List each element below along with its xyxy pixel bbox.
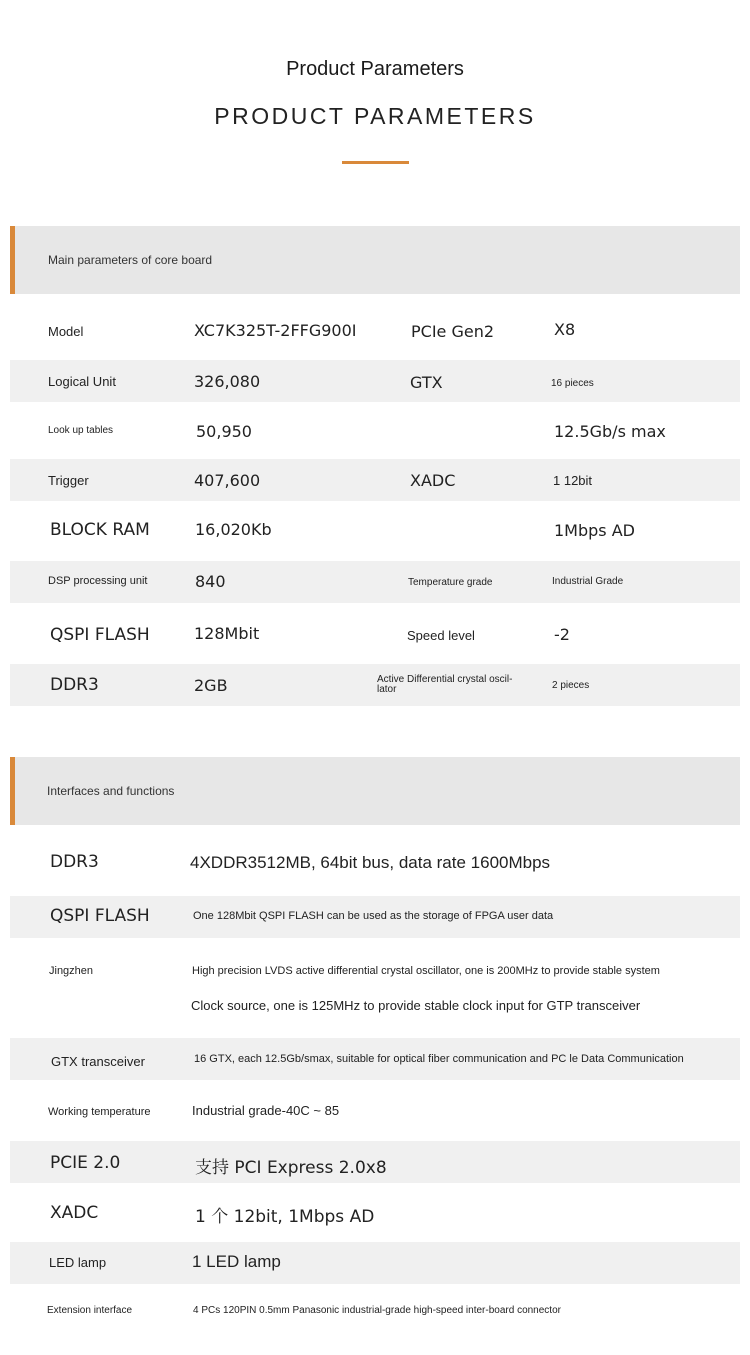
- interface-value: 16 GTX, each 12.5Gb/smax, suitable for optical fiber communication and PC le Data Communication: [194, 1053, 684, 1065]
- title-divider: [342, 161, 409, 164]
- interface-value: 1 LED lamp: [192, 1252, 281, 1271]
- param-value: 50,950: [196, 422, 252, 441]
- section-title: Main parameters of core board: [48, 253, 213, 267]
- param-value: 128Mbit: [194, 624, 260, 643]
- param-label-line: Active Differential crystal oscil-: [377, 674, 513, 685]
- param-label: PCIe Gen2: [411, 322, 495, 341]
- param-label: XADC: [410, 471, 456, 490]
- param-value: 2 pieces: [552, 680, 590, 691]
- section-accent-bar: [10, 757, 15, 825]
- param-value: 840: [195, 572, 226, 591]
- interface-value: 1 个 12bit, 1Mbps AD: [195, 1207, 375, 1227]
- table-row-band: [10, 459, 740, 501]
- page-title: Product Parameters: [286, 58, 464, 80]
- param-value: 16,020Kb: [195, 520, 272, 539]
- param-value: 16 pieces: [551, 378, 594, 389]
- param-label: Temperature grade: [408, 577, 493, 588]
- section-title: Interfaces and functions: [47, 784, 175, 798]
- param-label: GTX: [410, 373, 443, 392]
- param-value: -2: [554, 625, 570, 644]
- param-label: DDR3: [50, 675, 99, 695]
- param-value: 326,080: [194, 372, 261, 391]
- param-value: 2GB: [194, 676, 228, 695]
- interface-label: Working temperature: [48, 1106, 151, 1118]
- interface-value: 支持 PCI Express 2.0x8: [195, 1158, 387, 1178]
- param-label: QSPI FLASH: [50, 625, 150, 645]
- interface-label: LED lamp: [49, 1255, 107, 1270]
- param-value: 1Mbps AD: [554, 521, 635, 540]
- param-value: X8: [554, 320, 576, 339]
- interface-value: One 128Mbit QSPI FLASH can be used as the storage of FPGA user data: [193, 910, 554, 922]
- param-label: DSP processing unit: [48, 575, 148, 587]
- interface-value: High precision LVDS active differential crystal oscillator, one is 200MHz to provide stable system: [192, 965, 660, 977]
- table-row-band: [10, 1242, 740, 1284]
- param-value: 12.5Gb/s max: [554, 422, 666, 441]
- interface-label: Jingzhen: [49, 965, 94, 977]
- interface-value: 4 PCs 120PIN 0.5mm Panasonic industrial-grade high-speed inter-board connector: [193, 1305, 561, 1316]
- section-header-core-board: [10, 226, 740, 294]
- section-header-interfaces: [10, 757, 740, 825]
- interface-value: Industrial grade-40C ~ 85: [192, 1103, 340, 1118]
- interface-label: PCIE 2.0: [50, 1153, 121, 1173]
- param-label: BLOCK RAM: [50, 520, 150, 540]
- param-value: Industrial Grade: [552, 576, 624, 587]
- table-row-band: [10, 664, 740, 706]
- interface-value-line2: Clock source, one is 125MHz to provide stable clock input for GTP transceiver: [191, 998, 641, 1013]
- param-label: Model: [48, 324, 84, 339]
- interface-value: 4XDDR3512MB, 64bit bus, data rate 1600Mbps: [190, 853, 551, 872]
- interface-label: XADC: [50, 1203, 99, 1223]
- param-label: [377, 675, 512, 695]
- section-accent-bar: [10, 226, 15, 294]
- param-label: Speed level: [407, 628, 475, 643]
- interface-label: QSPI FLASH: [50, 906, 150, 926]
- page-subtitle: PRODUCT PARAMETERS: [214, 103, 536, 129]
- param-label: Look up tables: [48, 425, 114, 436]
- interface-label: Extension interface: [47, 1305, 133, 1316]
- param-value: 407,600: [194, 471, 261, 490]
- interface-label: GTX transceiver: [51, 1054, 145, 1069]
- param-label: Logical Unit: [48, 374, 116, 389]
- param-label: Trigger: [48, 473, 89, 488]
- interface-label: DDR3: [50, 852, 99, 872]
- param-value: XC7K325T-2FFG900I: [194, 321, 357, 340]
- param-label-line: lator: [377, 684, 397, 695]
- table-row-band: [10, 360, 740, 402]
- param-value: 1 12bit: [553, 473, 593, 488]
